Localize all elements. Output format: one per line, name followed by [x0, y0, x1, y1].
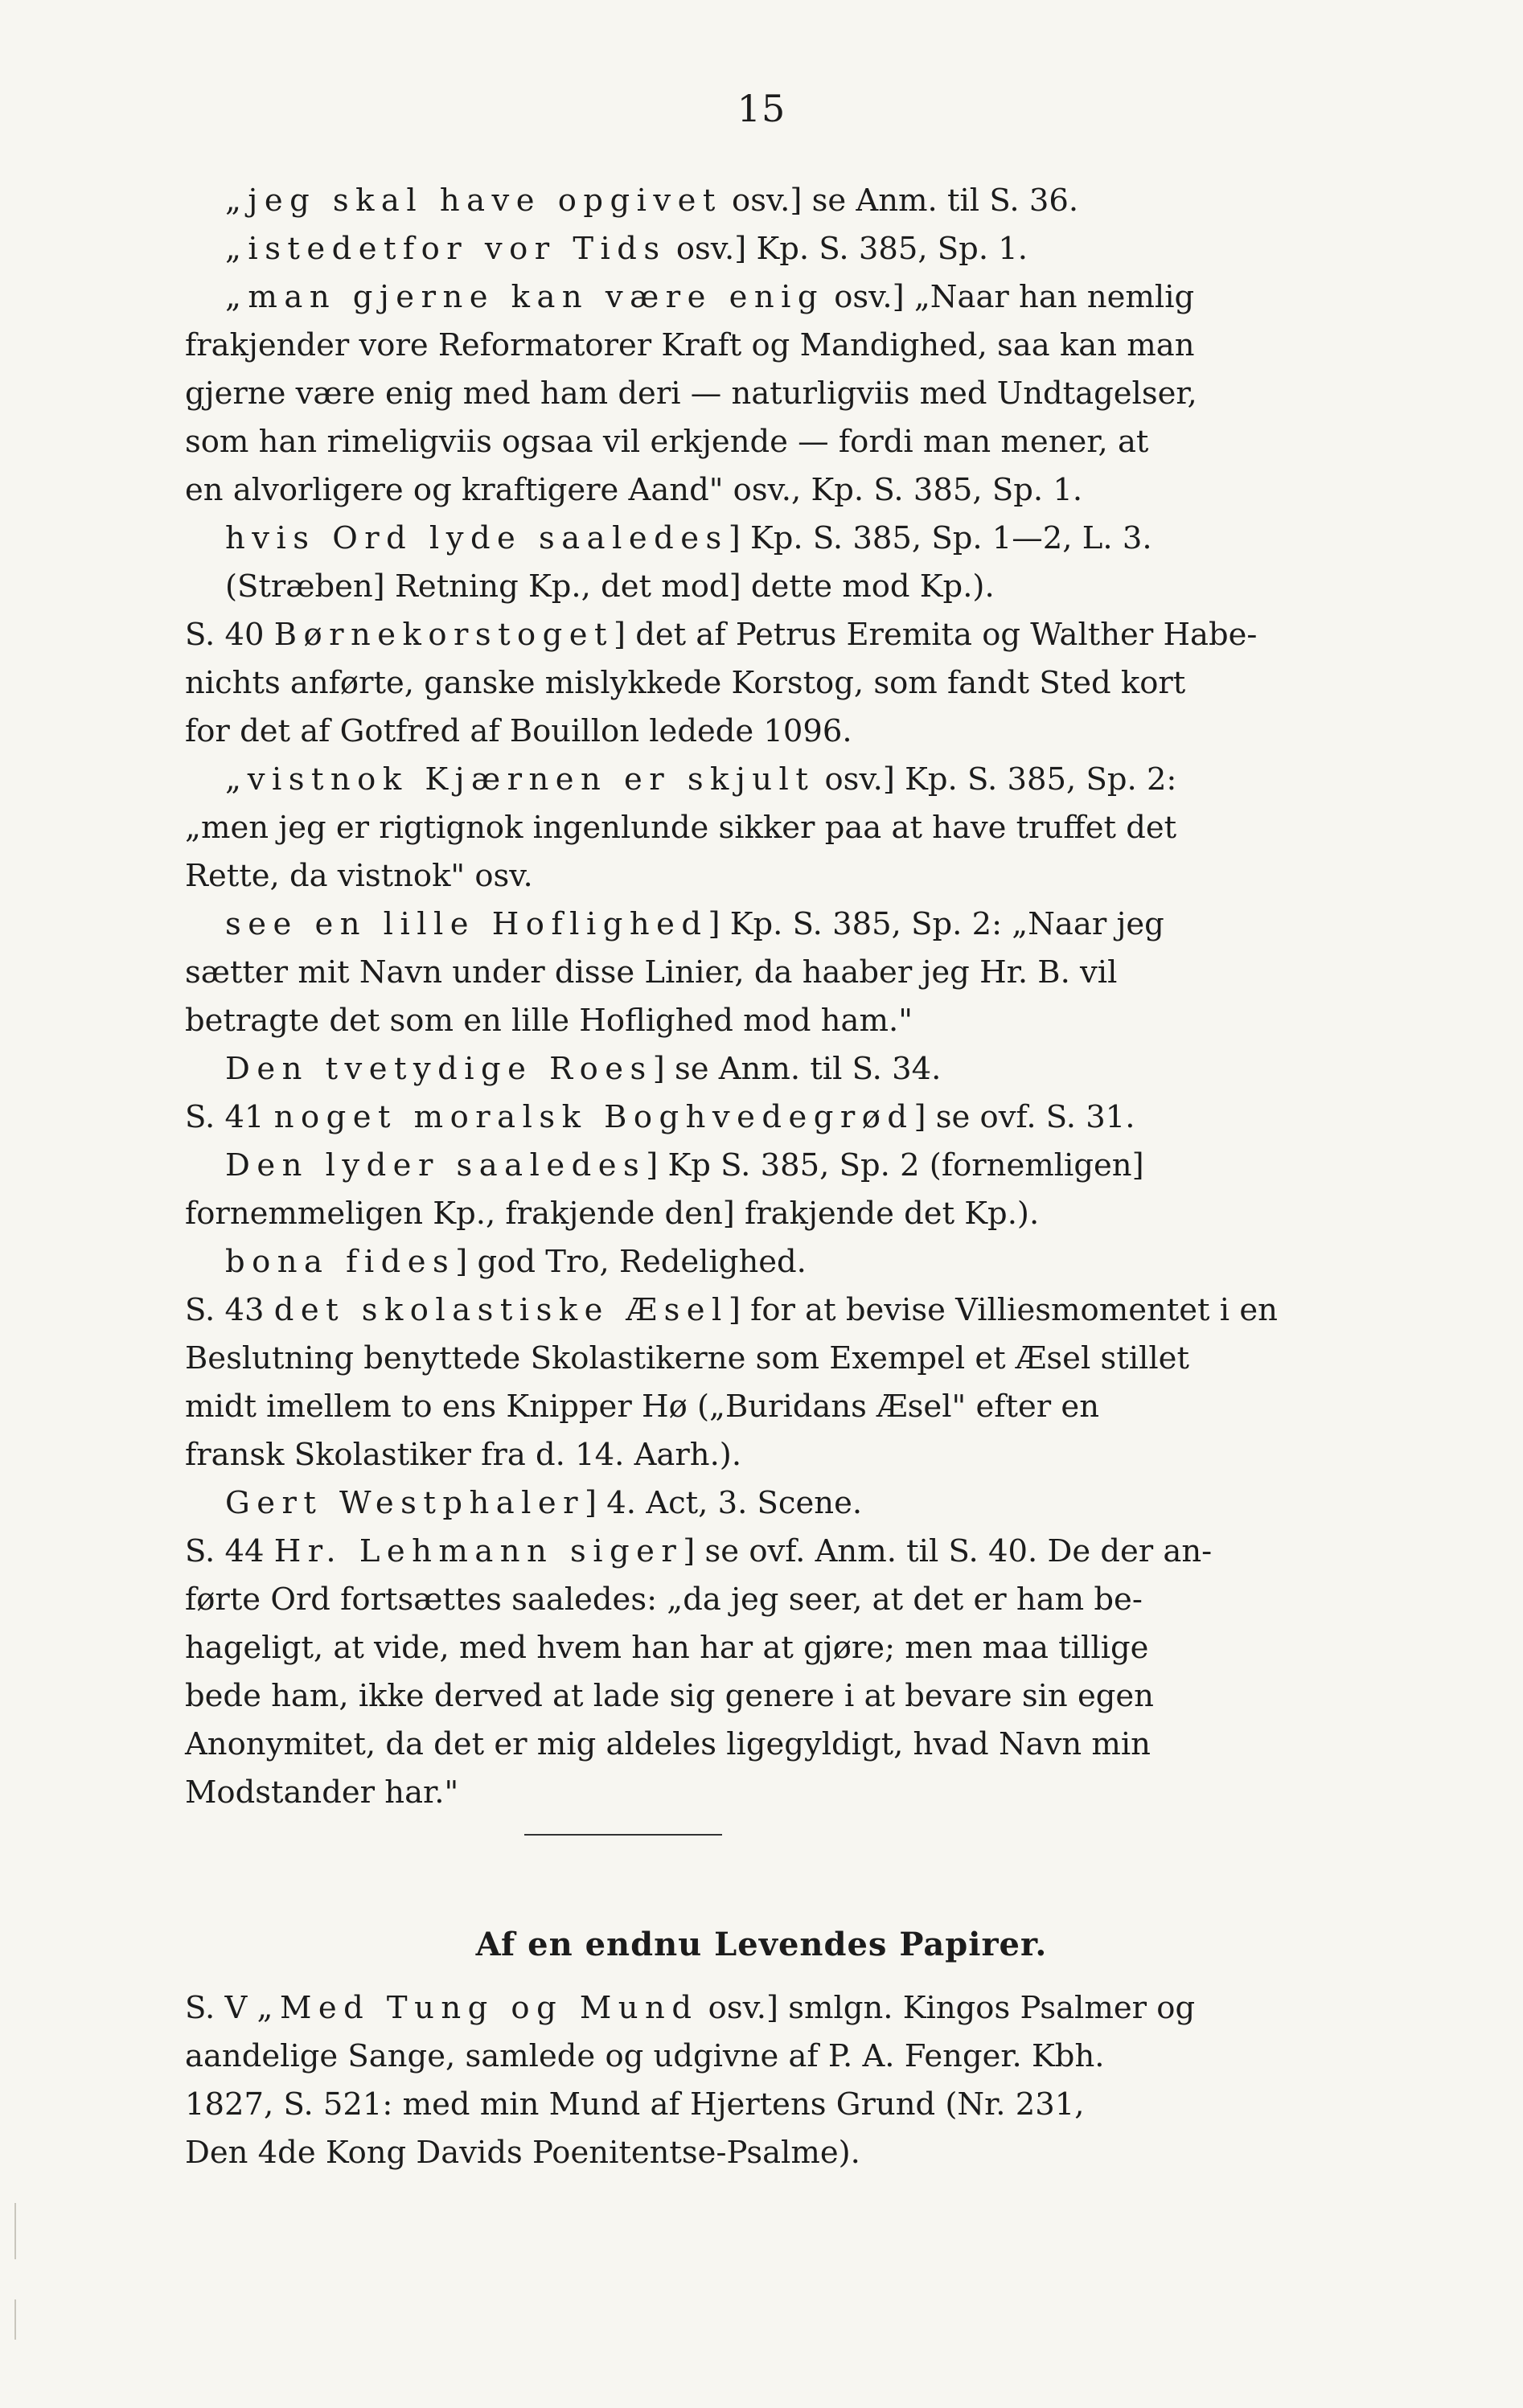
note-line: betragte det som en lille Hoflighed mod ham." — [185, 1003, 913, 1039]
note-line: Den lyder saaledes] Kp S. 385, Sp. 2 (fornemligen] — [225, 1147, 1144, 1183]
note-line: gjerne være enig med ham deri — naturligviis med Undtagelser, — [185, 375, 1197, 412]
note-line: Anonymitet, da det er mig aldeles ligegyldigt, hvad Navn min — [185, 1726, 1151, 1762]
note-line: Modstander har." — [185, 1774, 459, 1811]
note-line: 1827, S. 521: med min Mund af Hjertens Grund (Nr. 231, — [185, 2086, 1085, 2123]
note-line: „vistnok Kjærnen er skjult osv.] Kp. S. 385, Sp. 2: — [225, 761, 1177, 798]
note-line: fornemmeligen Kp., frakjende den] frakjende det Kp.). — [185, 1196, 1040, 1232]
note-line: bede ham, ikke derved at lade sig genere i at bevare sin egen — [185, 1678, 1154, 1714]
note-line: Beslutning benyttede Skolastikerne som Exempel et Æsel stillet — [185, 1340, 1189, 1376]
notes-block-2 — [185, 1984, 1230, 2177]
note-line: førte Ord fortsættes saaledes: „da jeg seer, at det er ham be- — [185, 1581, 1143, 1618]
scan-edge-mark — [14, 2203, 16, 2259]
note-line: bona fides] god Tro, Redelighed. — [225, 1244, 807, 1280]
note-line: „men jeg er rigtignok ingenlunde sikker paa at have truffet det — [185, 810, 1177, 846]
note-line: midt imellem to ens Knipper Hø („Buridans Æsel" efter en — [185, 1389, 1099, 1425]
note-line: for det af Gotfred af Bouillon ledede 1096. — [185, 713, 852, 749]
note-line: hageligt, at vide, med hvem han har at gjøre; men maa tillige — [185, 1630, 1149, 1666]
note-line: sætter mit Navn under disse Linier, da haaber jeg Hr. B. vil — [185, 954, 1118, 991]
note-line: aandelige Sange, samlede og udgivne af P. A. Fenger. Kbh. — [185, 2038, 1105, 2074]
note-line: S. 44 Hr. Lehmann siger] se ovf. Anm. til S. 40. De der an- — [185, 1533, 1213, 1569]
note-line: S. V „Med Tung og Mund osv.] smlgn. Kingos Psalmer og — [185, 1990, 1196, 2026]
note-line: Gert Westphaler] 4. Act, 3. Scene. — [225, 1485, 863, 1521]
note-line: „man gjerne kan være enig osv.] „Naar han nemlig — [225, 279, 1195, 315]
section-heading: Af en endnu Levendes Papirer. — [475, 1926, 1048, 1963]
notes-block — [185, 177, 1278, 1817]
note-line: som han rimeligviis ogsaa vil erkjende — fordi man mener, at — [185, 424, 1149, 460]
scan-edge-mark — [14, 2299, 16, 2340]
note-line: (Stræben] Retning Kp., det mod] dette mod Kp.). — [225, 568, 995, 605]
section-divider — [524, 1834, 722, 1836]
page-number: 15 — [737, 87, 786, 130]
note-line: nichts anførte, ganske mislykkede Korstog, som fandt Sted kort — [185, 665, 1186, 701]
note-line: „jeg skal have opgivet osv.] se Anm. til S. 36. — [225, 183, 1079, 219]
note-line: S. 41 noget moralsk Boghvedegrød] se ovf. S. 31. — [185, 1099, 1135, 1135]
note-line: „istedetfor vor Tids osv.] Kp. S. 385, Sp. 1. — [225, 231, 1028, 267]
note-line: see en lille Hoflighed] Kp. S. 385, Sp. 2: „Naar jeg — [225, 906, 1164, 942]
note-line: S. 40 Børnekorstoget] det af Petrus Eremita og Walther Habe- — [185, 617, 1258, 653]
note-line: Rette, da vistnok" osv. — [185, 858, 533, 894]
note-line: fransk Skolastiker fra d. 14. Aarh.). — [185, 1437, 742, 1473]
note-line: en alvorligere og kraftigere Aand" osv., Kp. S. 385, Sp. 1. — [185, 472, 1083, 508]
note-line: hvis Ord lyde saaledes] Kp. S. 385, Sp. 1—2, L. 3. — [225, 520, 1152, 556]
note-line: Den 4de Kong Davids Poenitentse-Psalme). — [185, 2135, 860, 2171]
note-line: S. 43 det skolastiske Æsel] for at bevise Villiesmomentet i en — [185, 1292, 1278, 1328]
note-line: frakjender vore Reformatorer Kraft og Mandighed, saa kan man — [185, 327, 1195, 363]
note-line: Den tvetydige Roes] se Anm. til S. 34. — [225, 1051, 942, 1087]
